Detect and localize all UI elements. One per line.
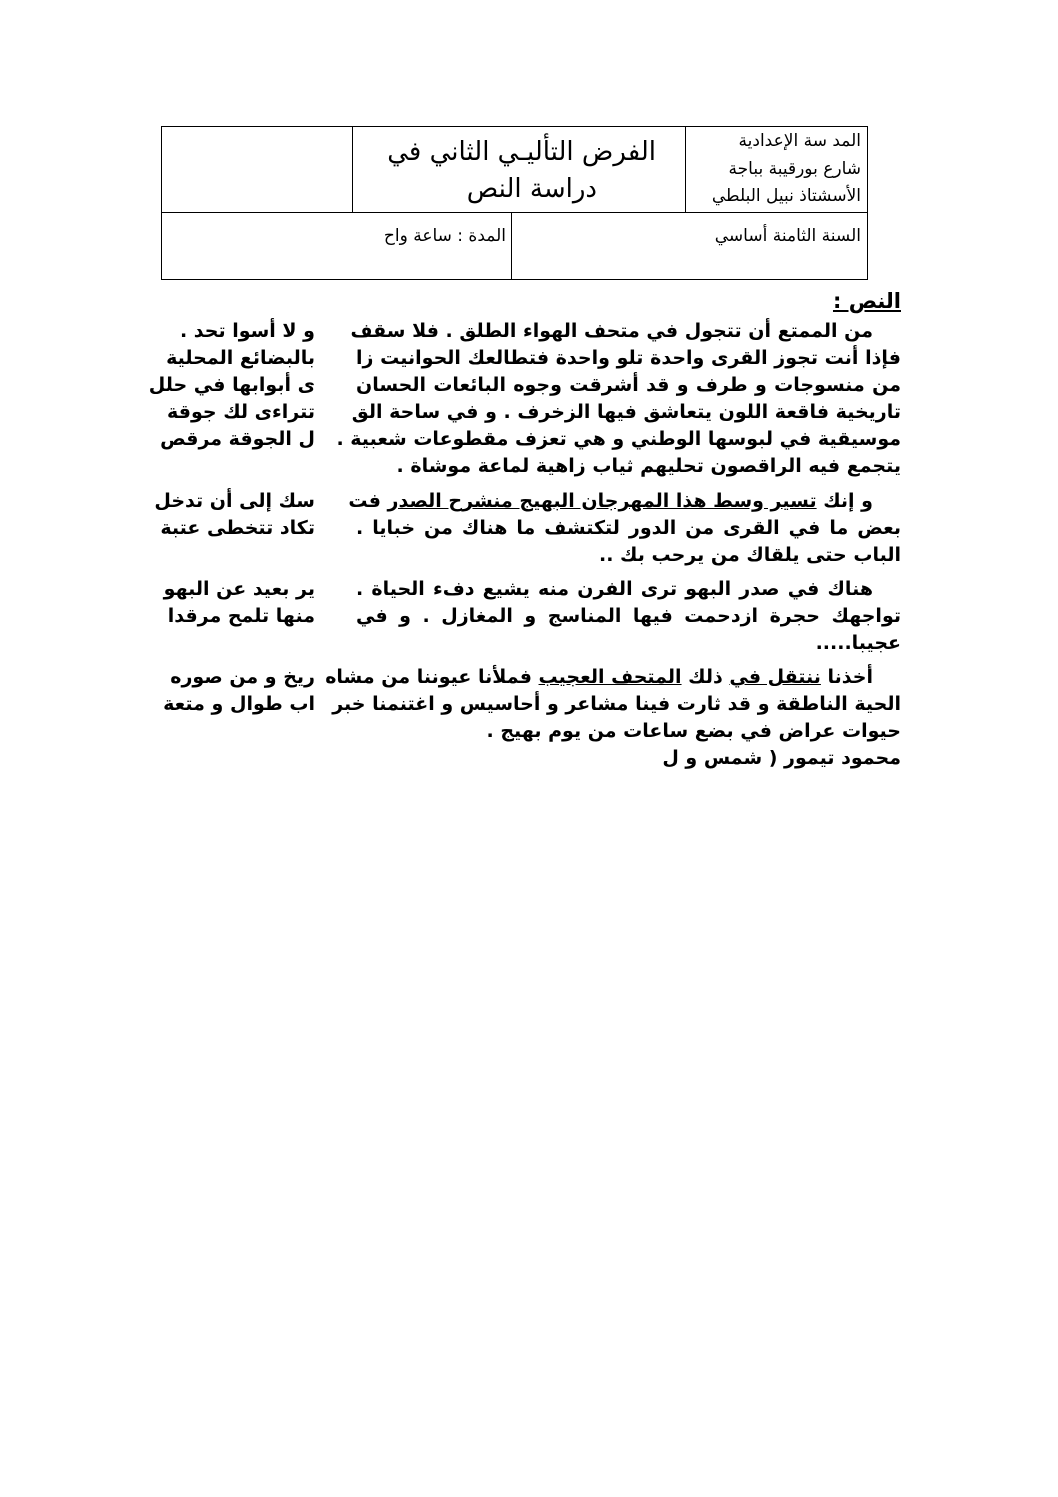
table-divider-top-right (685, 126, 686, 213)
text-line: من منسوجات و طرف و قد أشرقت وجوه البائعات الحسان (356, 374, 901, 396)
text-line: من الممتع أن تتجول في متحف الهواء الطلق . فلا سقف (350, 320, 873, 342)
table-border-bottom (161, 279, 868, 280)
exam-duration: المدة : ساعة واح (383, 226, 506, 246)
side-text-line: ريخ و من صوره (170, 666, 315, 688)
table-border-right (867, 126, 868, 280)
text-line: و إنك تسير وسط هذا المهرجان البهيج منشرح الصدر فت (348, 490, 873, 512)
side-text-line: اب طوال و متعة (163, 693, 315, 715)
text-line: الحية الناطقة و قد ثارت فينا مشاعر و أحاسيس و اغتنمنا خبر (332, 693, 901, 715)
table-border-top (161, 126, 868, 127)
school-address: شارع بورقيبة بباجة (728, 159, 861, 179)
text-line: هناك في صدر البهو ترى الفرن منه يشيع دفء الحياة . (356, 578, 873, 600)
side-text-line: تكاد تتخطى عتبة (160, 517, 315, 539)
side-text-line: ير بعيد عن البهو (163, 578, 315, 600)
table-border-left (161, 126, 162, 280)
text-line: يتجمع فيه الراقصون تحليهم ثياب زاهية لماعة موشاة . (396, 455, 901, 477)
text-line: عجيبا..... (815, 632, 901, 654)
text-line: أخذنا ننتقل في ذلك المتحف العجيب فملأنا عيوننا من مشاه (325, 666, 873, 688)
side-text-line: و لا أسوا تحد . (179, 320, 315, 342)
section-title: النص : (832, 289, 901, 313)
side-text-line: ل الجوقة مرقص (160, 428, 315, 450)
teacher-name: الأسشتاذ نبيل البلطي (711, 186, 861, 206)
text-line: حيوات عراض في بضع ساعات من يوم بهيج . (486, 720, 901, 742)
school-name: المد سة الإعدادية (738, 131, 861, 151)
text-line: فإذا أنت تجوز القرى واحدة تلو واحدة فتطالعك الحوانيت زا (356, 347, 901, 369)
table-divider-bottom (511, 212, 512, 280)
side-text-line: منها تلمح مرقدا (167, 605, 315, 627)
exam-title-line2: دراسة النص (466, 174, 597, 204)
text-line: بعض ما في القرى من الدور لتكتشف ما هناك من خبايا . (356, 517, 901, 539)
text-line: تاريخية فاقعة اللون يتعاشق فيها الزخرف . و في ساحة الق (351, 401, 901, 423)
side-text-line: سك إلى أن تدخل (154, 490, 315, 512)
grade-level: السنة الثامنة أساسي (714, 226, 861, 246)
table-border-middle (161, 212, 868, 213)
text-line: الباب حتى يلقاك من يرحب بك .. (599, 544, 901, 566)
side-text-line: تتراءى لك جوقة (167, 401, 315, 423)
text-line: موسيقية في لبوسها الوطني و هي تعزف مقطوعات شعبية . (336, 428, 901, 450)
exam-title-line1: الفرض التأليـي الثاني في (387, 137, 656, 167)
author-attribution: محمود تيمور ( شمس و ل (662, 747, 901, 769)
side-text-line: بالبضائع المحلية (166, 347, 315, 369)
table-divider-top-left (352, 126, 353, 213)
text-line: تواجهك حجرة ازدحمت فيها المناسج و المغازل . و في (356, 605, 901, 627)
side-text-line: ى أبوابها في حلل (148, 374, 315, 396)
